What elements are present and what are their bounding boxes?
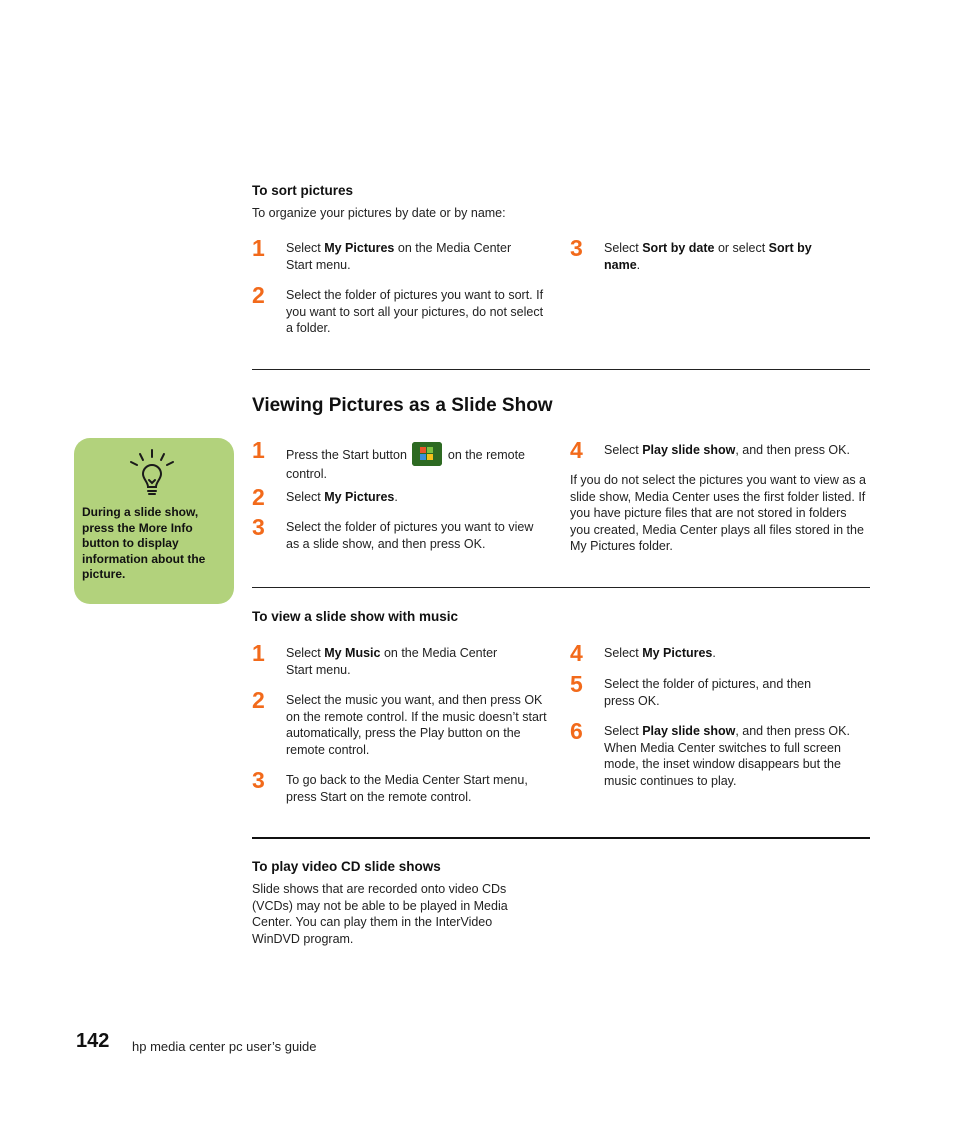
- step-text: Select My Pictures.: [286, 490, 398, 504]
- step-number: 6: [570, 718, 583, 744]
- tip-box: [74, 438, 234, 604]
- page-number: 142: [76, 1030, 110, 1052]
- step-text: To go back to the Media Center Start menu, press Start on the remote control.: [286, 773, 528, 804]
- step-number: 3: [252, 767, 265, 793]
- vcd-text: Slide shows that are recorded onto video CDs (VCDs) may not be able to be played in Media Center. You can play them in the InterVideo WinDVD program.: [252, 882, 508, 946]
- step-text: Select Play slide show, and then press OK.: [604, 443, 850, 457]
- step-number: 1: [252, 437, 265, 463]
- step-number: 2: [252, 484, 265, 510]
- music-heading: To view a slide show with music: [252, 609, 459, 624]
- lightbulb-icon: [128, 448, 176, 500]
- section-divider: [252, 369, 870, 370]
- step-number: 2: [252, 687, 265, 713]
- step-number: 3: [252, 514, 265, 540]
- step-text: Select the folder of pictures, and then press OK.: [604, 677, 812, 708]
- vcd-heading: To play video CD slide shows: [252, 859, 441, 874]
- step-text: Press the Start button on the remote control.: [286, 442, 548, 483]
- step-text: Select the folder of pictures you want to sort. If you want to sort all your pictures, do not select a folder.: [286, 288, 544, 335]
- step-text: Select Play slide show, and then press OK. When Media Center switches to full screen mode, the inset window disappears but the music continues to play.: [604, 724, 850, 788]
- step-number: 4: [570, 640, 583, 666]
- slideshow-heading: Viewing Pictures as a Slide Show: [252, 395, 553, 416]
- step-number: 2: [252, 282, 265, 308]
- step-text: Select Sort by date or select Sort by name.: [604, 241, 812, 272]
- step-text: Select My Pictures on the Media Center Start menu.: [286, 241, 512, 272]
- footer-title: hp media center pc user’s guide: [132, 1039, 317, 1054]
- step-text: Select My Pictures.: [604, 646, 716, 660]
- step-number: 5: [570, 671, 583, 697]
- step-text: Select the music you want, and then press OK on the remote control. If the music doesn’t start automatically, press the Play button on the remote control.: [286, 693, 547, 757]
- tip-text: During a slide show, press the More Info button to display information about the picture.: [82, 505, 206, 581]
- step-number: 4: [570, 437, 583, 463]
- sort-intro: To organize your pictures by date or by name:: [252, 206, 506, 220]
- step-number: 1: [252, 235, 265, 261]
- step-text: Select My Music on the Media Center Start menu.: [286, 646, 498, 677]
- section-divider: [252, 587, 870, 588]
- step-number: 1: [252, 640, 265, 666]
- step-number: 3: [570, 235, 583, 261]
- sort-heading: To sort pictures: [252, 183, 354, 198]
- section-divider: [252, 837, 870, 839]
- start-button-icon: [412, 442, 442, 466]
- slideshow-note: If you do not select the pictures you want to view as a slide show, Media Center uses the first folder listed. If you have picture files that are not stored in folders you created, Media Center plays all files stored in the My Pictures folder.: [570, 473, 866, 553]
- step-text: Select the folder of pictures you want to view as a slide show, and then press OK.: [286, 520, 534, 551]
